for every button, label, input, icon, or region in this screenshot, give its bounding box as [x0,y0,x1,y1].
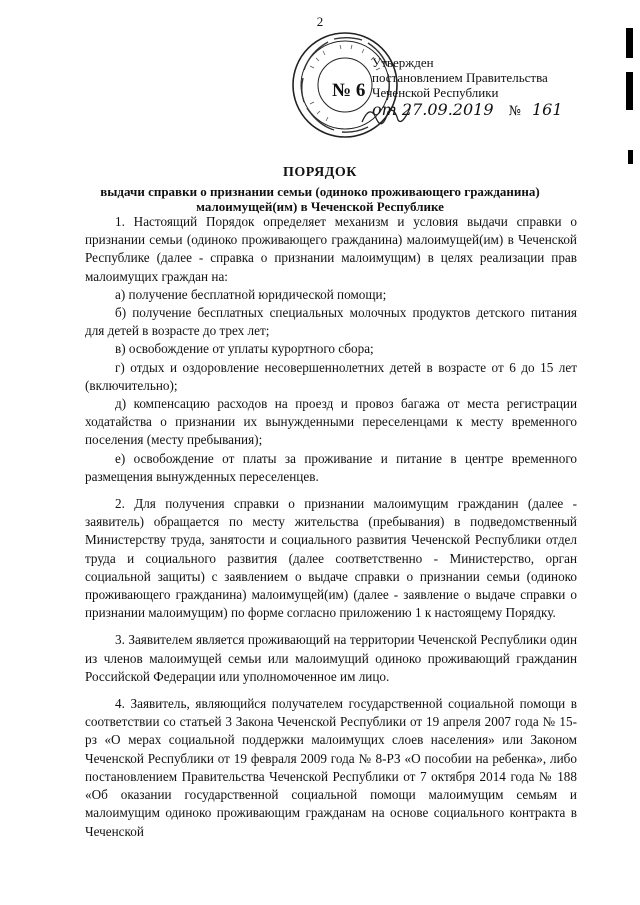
paragraph: а) получение бесплатной юридической помощи; [115,286,387,302]
paragraph: г) отдых и оздоровление несовершеннолетних детей в возрасте от 6 до 15 лет (включительно); [85,359,577,393]
paragraph: е) освобождение от платы за проживание и питание в центре временного размещения вынужденных переселенцев. [85,450,577,484]
document-subtitle: выдачи справки о признании семьи (одиноко проживающего гражданина) малоимущей(им) в Чеченской Республике [100,184,540,214]
signature-icon [360,100,420,130]
paragraph: 2. Для получения справки о признании малоимущим гражданин (далее - заявитель) обращается по месту жительства (пребывания) в подведомственный Министерству труда, занятости и социального развития Чеченской Республики отдел труда и социального развития (далее соответственно - Министерство, орган социальной защиты) с заявлением о выдаче справки о признании семьи (одиноко проживающего гражданина) малоимущей(им) (далее - заявление о выдаче справки о признании малоимущим) по форме согласно приложению 1 к настоящему Порядку. [85,496,577,621]
document-body [85,213,577,841]
approval-number-mark: № [508,104,521,119]
approval-line-1: Утвержден [372,55,434,70]
approval-date: от 27.09.2019 [372,100,494,119]
seal-number: № 6 [332,80,366,101]
page-number: 2 [316,14,324,29]
scan-edge-mark [626,72,633,110]
paragraph: 3. Заявителем является проживающий на территории Чеченской Республики один из членов малоимущей семьи или малоимущий одиноко проживающий гражданин Российской Федерации или уполномоченное им лицо. [85,632,577,684]
scan-edge-mark [626,28,633,58]
paragraph: 1. Настоящий Порядок определяет механизм и условия выдачи справки о признании семьи (одиноко проживающего гражданина) малоимущей(им) в Чеченской Республике (далее - справка о признании малоимущим) в целях реализации прав малоимущих граждан на: [85,214,577,284]
paragraph: д) компенсацию расходов на проезд и провоз багажа от места регистрации ходатайства о признании их вынужденными переселенцами к месту временного поселения (месту пребывания); [85,396,577,448]
paragraph: б) получение бесплатных специальных молочных продуктов детского питания для детей в возрасте до трех лет; [85,305,577,339]
approval-line-2: постановлением Правительства [372,70,548,85]
scan-edge-mark [628,150,633,164]
document-title: ПОРЯДОК [283,165,357,180]
paragraph: 4. Заявитель, являющийся получателем государственной социальной помощи в соответствии со статьей 3 Закона Чеченской Республики от 19 апреля 2007 года № 15-рз «О мерах социальной поддержки малоимущих слоев населения» или Законом Чеченской Республики от 19 февраля 2009 года № 8-РЗ «О пособии на ребенка», либо постановлением Правительства Чеченской Республики от 7 октября 2014 года № 188 «Об оказании государственной социальной помощи малоимущим семьям и малоимущим одиноко проживающим гражданам на основе социального контракта в Чеченской [85,696,577,839]
paragraph: в) освобождение от уплаты курортного сбора; [115,341,374,357]
approval-line-3: Чеченской Республики [372,85,499,100]
approval-number: 161 [532,100,563,119]
